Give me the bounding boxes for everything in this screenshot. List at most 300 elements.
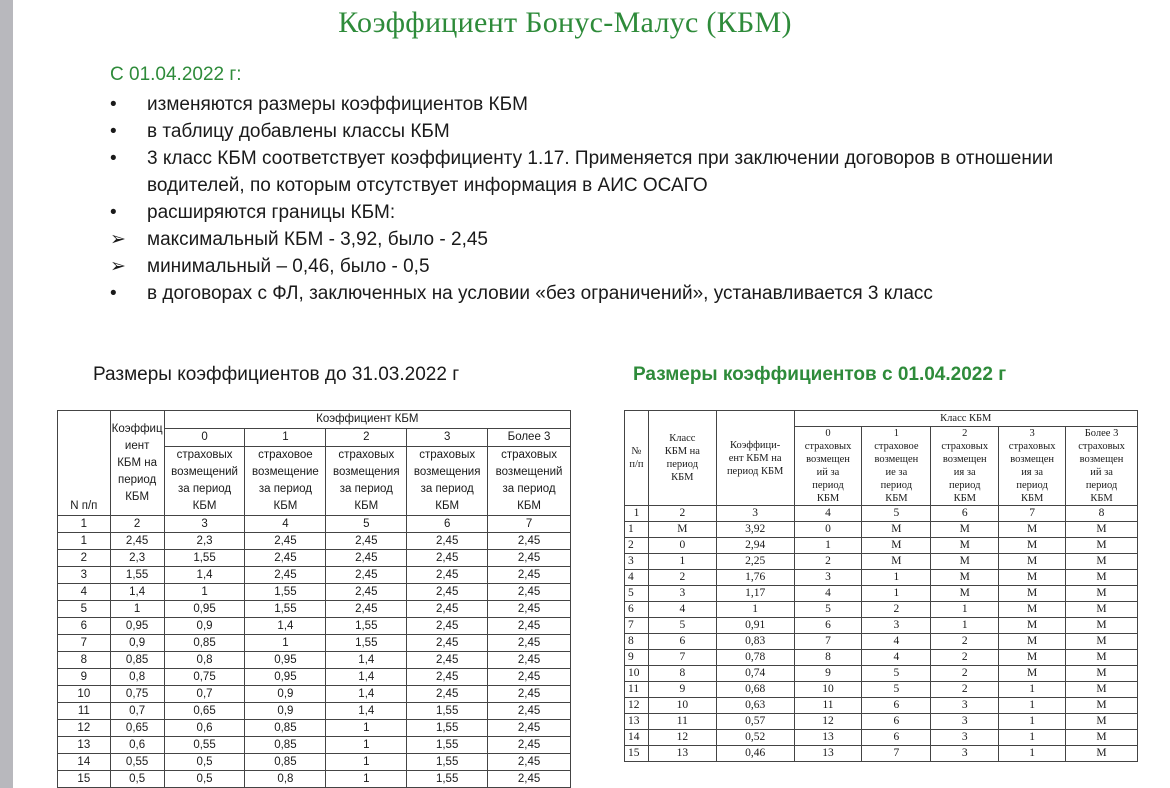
table2-cell: 1 (999, 730, 1066, 746)
table2-cell: 0,91 (716, 618, 794, 634)
table2-cell: 4 (862, 634, 931, 650)
table2-cell: 10 (648, 698, 716, 714)
table1-cell: 2,45 (407, 669, 488, 686)
table1-cell: 8 (58, 652, 111, 669)
table2-cell: 8 (794, 650, 862, 666)
table1-cell: 0,95 (245, 669, 326, 686)
table2-cell: 3 (931, 746, 999, 762)
table1-cell: 0,85 (164, 635, 245, 652)
bullet-item (110, 118, 1120, 145)
table1-cell: 2,45 (245, 533, 326, 550)
table2-cell: 9 (794, 666, 862, 682)
table1-cell: 2,3 (110, 550, 164, 567)
table2-cell: 3 (625, 554, 649, 570)
table2-cell: 11 (794, 698, 862, 714)
table1-row (58, 618, 571, 635)
table2-cell: 2,94 (716, 538, 794, 554)
table1-cell: 0,55 (110, 754, 164, 771)
table1-cell: 2,45 (488, 618, 571, 635)
table2-colnum: 5 (862, 506, 931, 522)
table1-colnum: 3 (164, 516, 245, 533)
table1-cell: 11 (58, 703, 111, 720)
table1-cell: 0,95 (110, 618, 164, 635)
table2-cell: 4 (648, 602, 716, 618)
table2-cell: 3 (931, 714, 999, 730)
table1-cell: 2,45 (488, 584, 571, 601)
table2-cell: М (862, 522, 931, 538)
table2-cell: 6 (862, 730, 931, 746)
bullet-marker: • (110, 94, 117, 115)
bullet-marker: ➢ (110, 229, 126, 250)
table1-row (58, 720, 571, 737)
table2-cell: 11 (625, 682, 649, 698)
table2-cell: М (1066, 746, 1138, 762)
table2-cell: 2 (625, 538, 649, 554)
table1-row (58, 584, 571, 601)
table2-cell: 6 (625, 602, 649, 618)
table2-header-col: 3 страховых возмещен ия за период КБМ (999, 427, 1066, 506)
slide-title: Коэффициент Бонус-Малус (КБМ) (338, 6, 792, 39)
table1-title: Размеры коэффициентов до 31.03.2022 г (93, 364, 460, 385)
table1-cell: 0,75 (110, 686, 164, 703)
table2-cell: М (999, 538, 1066, 554)
table2-cell: 2 (931, 682, 999, 698)
kbm-table-old (57, 410, 571, 788)
table1-cell: 0,9 (164, 618, 245, 635)
table2-cell: 1 (625, 522, 649, 538)
table2-row (625, 586, 1138, 602)
table2-cell: 1 (716, 602, 794, 618)
table2-cell: 10 (625, 666, 649, 682)
table2-header-col: 0 страховых возмещен ий за период КБМ (794, 427, 862, 506)
table1-colnum-row (58, 516, 571, 533)
table2-cell: М (1066, 602, 1138, 618)
table2-cell: М (1066, 618, 1138, 634)
table1-cell: 2,45 (326, 601, 407, 618)
table2-cell: М (931, 554, 999, 570)
table2-cell: М (999, 522, 1066, 538)
table1-cell: 0,7 (110, 703, 164, 720)
table2-cell: 4 (794, 586, 862, 602)
table1-cell: 2,45 (488, 669, 571, 686)
table1-cell: 14 (58, 754, 111, 771)
table1-cell: 2,45 (326, 584, 407, 601)
table2-colnum: 6 (931, 506, 999, 522)
table1-cell: 0,6 (110, 737, 164, 754)
table2-colnum: 7 (999, 506, 1066, 522)
table1-cell: 1,4 (326, 669, 407, 686)
table2-cell: 3 (931, 730, 999, 746)
table2-row (625, 618, 1138, 634)
table1-cell: 2,45 (245, 550, 326, 567)
bullet-text: изменяются размеры коэффициентов КБМ (147, 94, 528, 115)
table2-cell: 7 (862, 746, 931, 762)
table1-cell: 3 (58, 567, 111, 584)
table1-row (58, 771, 571, 788)
table1-cell: 1,4 (326, 686, 407, 703)
table1-header-row (58, 411, 571, 429)
table1-cell: 2,45 (407, 635, 488, 652)
table1-cell: 1,4 (164, 567, 245, 584)
table2-cell: 1 (999, 682, 1066, 698)
table2-cell: М (999, 586, 1066, 602)
table2-cell: 3,92 (716, 522, 794, 538)
table2-cell: 4 (625, 570, 649, 586)
bullet-marker: • (110, 283, 117, 304)
table1-row (58, 737, 571, 754)
table1-cell: 1,55 (407, 771, 488, 788)
table1-cell: 1,55 (407, 754, 488, 771)
table2-cell: М (1066, 666, 1138, 682)
table2-cell: 9 (648, 682, 716, 698)
table1-cell: 1,55 (326, 618, 407, 635)
table2-cell: М (931, 538, 999, 554)
table2-cell: 6 (862, 714, 931, 730)
table1-cell: 2,45 (407, 584, 488, 601)
table1-cell: 9 (58, 669, 111, 686)
table1-row (58, 754, 571, 771)
table2-cell: 0,78 (716, 650, 794, 666)
table2-cell: 1 (862, 586, 931, 602)
table2-cell: 4 (862, 650, 931, 666)
table1-cell: 1,55 (407, 737, 488, 754)
table2-cell: 7 (625, 618, 649, 634)
table1-cell: 12 (58, 720, 111, 737)
table1-cell: 2,45 (488, 635, 571, 652)
table1-cell: 0,95 (245, 652, 326, 669)
table1-header-coef: Коэффиц иент КБМ на период КБМ (110, 411, 164, 516)
table2-row (625, 650, 1138, 666)
table1-row (58, 686, 571, 703)
table2-colnum: 4 (794, 506, 862, 522)
table1-cell: 0,5 (110, 771, 164, 788)
table2-cell: 13 (794, 746, 862, 762)
table1-row (58, 601, 571, 618)
table1-cell: 2,45 (326, 533, 407, 550)
table2-cell: М (1066, 698, 1138, 714)
table1-header-num: 0 (164, 429, 245, 447)
table2-header-row (625, 411, 1138, 427)
bullet-item (110, 145, 1120, 199)
table2-cell: М (999, 634, 1066, 650)
table1-colnum: 1 (58, 516, 111, 533)
bullet-text: 3 класс КБМ соответствует коэффициенту 1.17. Применяется при заключении договоров в отношении водителей, по которым отсутствует информация в АИС ОСАГО (147, 148, 1054, 196)
table2-cell: 1 (999, 714, 1066, 730)
table1-cell: 7 (58, 635, 111, 652)
table1-cell: 1,55 (245, 601, 326, 618)
table2-colnum: 1 (625, 506, 649, 522)
table2-header-group: Класс КБМ (794, 411, 1137, 427)
table2-cell: 5 (862, 666, 931, 682)
kbm-table-new (624, 410, 1138, 762)
table2-cell: М (862, 538, 931, 554)
table1-colnum: 5 (326, 516, 407, 533)
table2-cell: 15 (625, 746, 649, 762)
table2-cell: М (999, 602, 1066, 618)
table1-cell: 1 (164, 584, 245, 601)
table1-cell: 2,45 (110, 533, 164, 550)
table1-cell: 1,55 (407, 703, 488, 720)
slide-edge-bar (0, 0, 13, 788)
table2-cell: 5 (794, 602, 862, 618)
table1-cell: 2,45 (488, 771, 571, 788)
table2-cell: 0 (648, 538, 716, 554)
table1-cell: 10 (58, 686, 111, 703)
table1-colnum: 2 (110, 516, 164, 533)
table2-cell: М (1066, 634, 1138, 650)
table2-cell: 0,83 (716, 634, 794, 650)
table1-row (58, 669, 571, 686)
table1-cell: 1,4 (110, 584, 164, 601)
table1-cell: 0,85 (245, 737, 326, 754)
bullet-marker: • (110, 148, 117, 169)
table2-cell: 9 (625, 650, 649, 666)
table2-cell: 2 (862, 602, 931, 618)
table1-colnum: 6 (407, 516, 488, 533)
table2-cell: М (931, 570, 999, 586)
table1-cell: 1,55 (326, 635, 407, 652)
table2-cell: 12 (625, 698, 649, 714)
table2-cell: М (1066, 682, 1138, 698)
table2-cell: 11 (648, 714, 716, 730)
table1-cell: 0,7 (164, 686, 245, 703)
table2-cell: 2 (931, 666, 999, 682)
table2-row (625, 666, 1138, 682)
table1-cell: 1 (245, 635, 326, 652)
table2-cell: М (999, 570, 1066, 586)
table1-cell: 2,45 (488, 686, 571, 703)
table1-header-group: Коэффициент КБМ (164, 411, 570, 429)
table2-cell: М (1066, 522, 1138, 538)
table1-cell: 1,4 (326, 703, 407, 720)
table1-cell: 0,85 (110, 652, 164, 669)
table2-title: Размеры коэффициентов с 01.04.2022 г (633, 364, 1007, 385)
table1-cell: 2,45 (488, 652, 571, 669)
table1-cell: 2,45 (488, 720, 571, 737)
table1-row (58, 652, 571, 669)
table2-header-n: № п/п (625, 411, 649, 506)
bullet-item (110, 280, 1120, 307)
table1-cell: 1 (110, 601, 164, 618)
table2-cell: 13 (648, 746, 716, 762)
table2-cell: М (931, 522, 999, 538)
table2-cell: 1,17 (716, 586, 794, 602)
table1-cell: 0,65 (164, 703, 245, 720)
table1-cell: 0,8 (110, 669, 164, 686)
table2-cell: 1,76 (716, 570, 794, 586)
table2-cell: 1 (999, 746, 1066, 762)
table1-cell: 2,45 (407, 618, 488, 635)
table2-header-col: 1 страховое возмещен ие за период КБМ (862, 427, 931, 506)
table1-cell: 2,45 (488, 737, 571, 754)
table1-cell: 0,5 (164, 754, 245, 771)
table2-cell: 6 (794, 618, 862, 634)
table1-cell: 2,45 (488, 754, 571, 771)
table2-row (625, 730, 1138, 746)
table2-cell: 8 (648, 666, 716, 682)
bullet-text: в договорах с ФЛ, заключенных на условии «без ограничений», устанавливается 3 класс (147, 283, 933, 304)
table1-row (58, 550, 571, 567)
table1-cell: 1,55 (164, 550, 245, 567)
bullet-text: максимальный КБМ - 3,92, было - 2,45 (147, 229, 488, 250)
table1-header-desc: страховое возмещение за период КБМ (245, 447, 326, 516)
table2-cell: 5 (648, 618, 716, 634)
table1-cell: 0,9 (110, 635, 164, 652)
table1-cell: 2,45 (245, 567, 326, 584)
table2-cell: М (1066, 586, 1138, 602)
table2-header-class: Класс КБМ на период КБМ (648, 411, 716, 506)
table2-cell: 6 (648, 634, 716, 650)
table2-header-col: Более 3 страховых возмещен ий за период КБМ (1066, 427, 1138, 506)
table2-cell: 12 (648, 730, 716, 746)
table1-header-num: 1 (245, 429, 326, 447)
table1-cell: 1 (326, 754, 407, 771)
table2-cell: 0,52 (716, 730, 794, 746)
table1-cell: 1 (326, 737, 407, 754)
bullet-marker: ➢ (110, 256, 126, 277)
bullet-marker: • (110, 121, 117, 142)
table2-cell: 12 (794, 714, 862, 730)
table2-cell: М (999, 554, 1066, 570)
table2-header-col: 2 страховых возмещен ия за период КБМ (931, 427, 999, 506)
table1-cell: 2,45 (407, 686, 488, 703)
table1-cell: 2,3 (164, 533, 245, 550)
bullet-marker: • (110, 202, 117, 223)
table1-cell: 0,5 (164, 771, 245, 788)
bullet-list (110, 91, 1120, 307)
table2-cell: 1 (648, 554, 716, 570)
table1-cell: 0,55 (164, 737, 245, 754)
table2-colnum: 3 (716, 506, 794, 522)
table1-cell: 0,8 (245, 771, 326, 788)
table2-cell: 7 (794, 634, 862, 650)
table2-cell: М (1066, 650, 1138, 666)
table1-cell: 4 (58, 584, 111, 601)
table2-cell: 2 (931, 650, 999, 666)
table2-cell: М (862, 554, 931, 570)
table1-cell: 2,45 (407, 550, 488, 567)
table2-cell: М (1066, 538, 1138, 554)
table1-header-num: Более 3 (488, 429, 571, 447)
table1-header-desc: страховых возмещения за период КБМ (407, 447, 488, 516)
table2-cell: 8 (625, 634, 649, 650)
table2-cell: 0,46 (716, 746, 794, 762)
table1-cell: 0,9 (245, 686, 326, 703)
bullet-text: в таблицу добавлены классы КБМ (147, 121, 450, 142)
table1-cell: 2,45 (488, 567, 571, 584)
table2-cell: 0,68 (716, 682, 794, 698)
table2-cell: 13 (625, 714, 649, 730)
table1-cell: 2,45 (488, 550, 571, 567)
table2-cell: 5 (625, 586, 649, 602)
table2-cell: 0,74 (716, 666, 794, 682)
table2-row (625, 522, 1138, 538)
table2-cell: 2 (648, 570, 716, 586)
table1-cell: 1,55 (407, 720, 488, 737)
table2-cell: 3 (794, 570, 862, 586)
table1-cell: 0,95 (164, 601, 245, 618)
table1-cell: 2,45 (407, 652, 488, 669)
table1-colnum: 4 (245, 516, 326, 533)
table2-row (625, 634, 1138, 650)
table2-cell: М (999, 666, 1066, 682)
table2-cell: 1 (999, 698, 1066, 714)
table1-cell: 0,8 (164, 652, 245, 669)
table1-cell: 2,45 (488, 703, 571, 720)
table2-cell: 3 (931, 698, 999, 714)
table1-cell: 0,85 (245, 720, 326, 737)
table1-cell: 1,4 (245, 618, 326, 635)
bullet-item (110, 253, 1120, 280)
table2-header-coef: Коэффици- ент КБМ на период КБМ (716, 411, 794, 506)
table2-row (625, 714, 1138, 730)
table1-cell: 2,45 (326, 550, 407, 567)
table2-cell: 2 (794, 554, 862, 570)
table2-row (625, 570, 1138, 586)
table2-row (625, 746, 1138, 762)
table2-cell: 0 (794, 522, 862, 538)
table2-cell: М (999, 650, 1066, 666)
table1-cell: 2,45 (326, 567, 407, 584)
table1-cell: 1,55 (245, 584, 326, 601)
table2-cell: М (1066, 554, 1138, 570)
table1-cell: 1,55 (110, 567, 164, 584)
table2-cell: 1 (794, 538, 862, 554)
table1-header-num: 2 (326, 429, 407, 447)
table1-row (58, 533, 571, 550)
table2-cell: М (931, 586, 999, 602)
table2-row (625, 554, 1138, 570)
bullet-item (110, 199, 1120, 226)
table1-cell: 5 (58, 601, 111, 618)
table2-row (625, 682, 1138, 698)
table2-cell: 1 (862, 570, 931, 586)
table2-cell: 14 (625, 730, 649, 746)
table2-cell: 3 (862, 618, 931, 634)
table1-cell: 2,45 (488, 601, 571, 618)
table1-cell: 1 (326, 771, 407, 788)
table2-cell: М (999, 618, 1066, 634)
table2-cell: 13 (794, 730, 862, 746)
table1-header-desc: страховых возмещений за период КБМ (488, 447, 571, 516)
table2-row (625, 602, 1138, 618)
table1-cell: 1 (58, 533, 111, 550)
table2-cell: 2 (931, 634, 999, 650)
table1-cell: 2,45 (488, 533, 571, 550)
table1-header-n: N п/п (58, 411, 111, 516)
table1-cell: 0,85 (245, 754, 326, 771)
table1-cell: 2,45 (407, 601, 488, 618)
table1-cell: 2 (58, 550, 111, 567)
table1-cell: 0,75 (164, 669, 245, 686)
table2-cell: 5 (862, 682, 931, 698)
table2-row (625, 538, 1138, 554)
table1-cell: 0,6 (164, 720, 245, 737)
table1-row (58, 567, 571, 584)
table1-row (58, 703, 571, 720)
table1-row (58, 635, 571, 652)
bullet-item (110, 226, 1120, 253)
table2-cell: М (1066, 730, 1138, 746)
table2-cell: 10 (794, 682, 862, 698)
table2-cell: 0,57 (716, 714, 794, 730)
table1-header-num: 3 (407, 429, 488, 447)
intro-date: С 01.04.2022 г: (110, 64, 242, 85)
table2-row (625, 698, 1138, 714)
bullet-text: расширяются границы КБМ: (147, 202, 396, 223)
bullet-text: минимальный – 0,46, было - 0,5 (147, 256, 430, 277)
table2-cell: 2,25 (716, 554, 794, 570)
